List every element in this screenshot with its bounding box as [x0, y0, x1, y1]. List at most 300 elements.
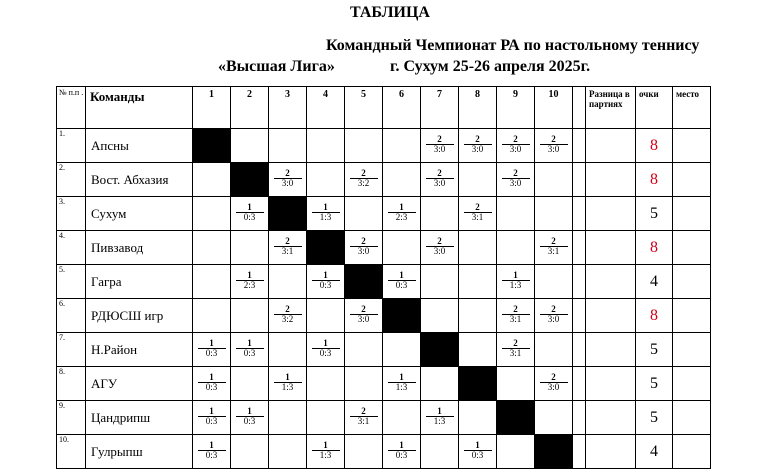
match-points: 1	[312, 339, 340, 349]
table-row	[57, 231, 711, 265]
match-points: 1	[426, 407, 454, 417]
place-and-date: г. Сухум 25-26 апреля 2025г.	[390, 58, 591, 75]
table-row	[57, 163, 711, 197]
match-points: 2	[540, 373, 568, 383]
match-points: 2	[502, 305, 530, 315]
header-number: № п.п .	[57, 87, 86, 129]
match-result	[502, 169, 530, 188]
match-result	[312, 441, 340, 460]
result-cell	[231, 231, 269, 265]
match-result	[236, 339, 264, 358]
result-cell	[307, 435, 345, 469]
result-cell	[269, 129, 307, 163]
match-points: 1	[198, 373, 226, 383]
match-points: 1	[388, 203, 416, 213]
result-cell	[459, 401, 497, 435]
place-cell	[673, 265, 711, 299]
result-cell	[421, 435, 459, 469]
match-result	[388, 203, 416, 222]
set-difference-cell	[586, 299, 636, 333]
result-cell	[383, 367, 421, 401]
team-name: Вост. Абхазия	[86, 163, 193, 197]
match-points: 1	[274, 373, 302, 383]
result-cell	[535, 401, 573, 435]
set-score: 0:3	[319, 347, 332, 358]
result-cell	[307, 265, 345, 299]
result-cell	[269, 231, 307, 265]
set-score: 1:3	[433, 415, 446, 426]
result-cell	[383, 231, 421, 265]
result-cell	[497, 231, 535, 265]
result-cell	[383, 435, 421, 469]
match-points: 2	[540, 135, 568, 145]
match-result	[388, 271, 416, 290]
result-cell	[193, 265, 231, 299]
row-number: 4.	[57, 231, 86, 265]
place-cell	[673, 231, 711, 265]
match-points: 2	[502, 339, 530, 349]
table-row	[57, 265, 711, 299]
row-number: 5.	[57, 265, 86, 299]
match-result	[312, 339, 340, 358]
points-cell: 8	[636, 129, 673, 163]
result-cell	[231, 401, 269, 435]
result-cell	[497, 299, 535, 333]
match-points: 1	[464, 441, 492, 451]
row-number: 9.	[57, 401, 86, 435]
match-result	[540, 135, 568, 154]
header-place: место	[673, 87, 711, 129]
result-cell	[307, 129, 345, 163]
match-points: 2	[426, 169, 454, 179]
match-points: 2	[350, 237, 378, 247]
result-cell	[459, 129, 497, 163]
result-cell	[193, 367, 231, 401]
result-cell	[421, 231, 459, 265]
match-result	[350, 407, 378, 426]
set-score: 1:3	[319, 449, 332, 460]
match-points: 2	[426, 237, 454, 247]
set-difference-cell	[586, 367, 636, 401]
result-cell	[193, 333, 231, 367]
result-cell	[497, 435, 535, 469]
match-result	[464, 441, 492, 460]
spacer-cell	[573, 265, 586, 299]
result-cell	[535, 299, 573, 333]
row-number: 2.	[57, 163, 86, 197]
set-score: 3:0	[547, 313, 560, 324]
match-result	[198, 441, 226, 460]
match-points: 1	[198, 339, 226, 349]
header-col-5: 5	[345, 87, 383, 129]
result-cell	[307, 401, 345, 435]
table-row	[57, 367, 711, 401]
match-points: 1	[388, 441, 416, 451]
match-points: 1	[388, 373, 416, 383]
row-number: 8.	[57, 367, 86, 401]
spacer-cell	[573, 401, 586, 435]
points-cell: 5	[636, 367, 673, 401]
match-points: 2	[350, 407, 378, 417]
header-row	[57, 87, 711, 129]
match-result	[350, 305, 378, 324]
result-cell	[269, 401, 307, 435]
result-cell	[421, 163, 459, 197]
result-cell	[421, 367, 459, 401]
match-points: 2	[540, 237, 568, 247]
result-cell	[231, 129, 269, 163]
header-col-6: 6	[383, 87, 421, 129]
set-score: 0:3	[243, 415, 256, 426]
result-cell	[421, 197, 459, 231]
result-cell	[383, 401, 421, 435]
match-result	[274, 169, 302, 188]
header-set-difference: Разница в партиях	[586, 87, 636, 129]
header-teams: Команды	[86, 87, 193, 129]
set-score: 3:0	[547, 143, 560, 154]
header-col-4: 4	[307, 87, 345, 129]
match-points: 1	[198, 407, 226, 417]
result-cell	[383, 197, 421, 231]
place-cell	[673, 197, 711, 231]
set-difference-cell	[586, 435, 636, 469]
diagonal-cell	[535, 435, 573, 469]
match-result	[350, 169, 378, 188]
result-cell	[421, 129, 459, 163]
match-result	[426, 135, 454, 154]
spacer-cell	[573, 435, 586, 469]
set-score: 3:0	[433, 177, 446, 188]
points-cell: 8	[636, 163, 673, 197]
match-result	[274, 237, 302, 256]
set-score: 0:3	[243, 211, 256, 222]
result-cell	[421, 265, 459, 299]
set-score: 2:3	[243, 279, 256, 290]
match-points: 2	[350, 169, 378, 179]
set-score: 3:1	[509, 347, 522, 358]
set-score: 0:3	[205, 449, 218, 460]
spacer-cell	[573, 163, 586, 197]
match-result	[426, 237, 454, 256]
row-number: 6.	[57, 299, 86, 333]
result-cell	[307, 367, 345, 401]
result-cell	[345, 333, 383, 367]
spacer-cell	[573, 231, 586, 265]
result-cell	[497, 197, 535, 231]
team-name: РДЮСШ игр	[86, 299, 193, 333]
set-score: 3:1	[357, 415, 370, 426]
match-points: 2	[274, 237, 302, 247]
match-points: 1	[312, 271, 340, 281]
match-result	[274, 305, 302, 324]
result-cell	[383, 163, 421, 197]
match-points: 2	[464, 203, 492, 213]
result-cell	[231, 435, 269, 469]
points-cell: 8	[636, 299, 673, 333]
result-cell	[269, 367, 307, 401]
result-cell	[459, 163, 497, 197]
result-cell	[345, 163, 383, 197]
match-result	[502, 135, 530, 154]
place-cell	[673, 333, 711, 367]
set-difference-cell	[586, 265, 636, 299]
match-result	[312, 203, 340, 222]
team-name: Н.Район	[86, 333, 193, 367]
set-score: 3:2	[281, 313, 294, 324]
document-title: ТАБЛИЦА	[350, 4, 430, 21]
result-cell	[459, 197, 497, 231]
result-cell	[459, 333, 497, 367]
match-result	[464, 203, 492, 222]
match-result	[388, 373, 416, 392]
diagonal-cell	[497, 401, 535, 435]
result-cell	[535, 367, 573, 401]
match-points: 1	[236, 271, 264, 281]
result-cell	[307, 299, 345, 333]
result-cell	[535, 265, 573, 299]
team-name: Сухум	[86, 197, 193, 231]
result-cell	[193, 197, 231, 231]
place-cell	[673, 401, 711, 435]
result-cell	[497, 333, 535, 367]
diagonal-cell	[193, 129, 231, 163]
match-result	[236, 407, 264, 426]
result-cell	[193, 231, 231, 265]
set-score: 3:0	[433, 245, 446, 256]
table-row	[57, 299, 711, 333]
points-cell: 4	[636, 265, 673, 299]
match-result	[198, 339, 226, 358]
match-points: 2	[274, 169, 302, 179]
match-points: 1	[236, 407, 264, 417]
diagonal-cell	[421, 333, 459, 367]
place-cell	[673, 299, 711, 333]
match-result	[502, 339, 530, 358]
spacer-cell	[573, 197, 586, 231]
result-cell	[345, 401, 383, 435]
result-cell	[269, 435, 307, 469]
set-difference-cell	[586, 129, 636, 163]
standings-table	[56, 86, 711, 469]
result-cell	[497, 265, 535, 299]
place-cell	[673, 367, 711, 401]
result-cell	[459, 265, 497, 299]
set-score: 0:3	[205, 415, 218, 426]
match-points: 2	[464, 135, 492, 145]
match-points: 1	[198, 441, 226, 451]
row-number: 7.	[57, 333, 86, 367]
match-result	[312, 271, 340, 290]
row-number: 1.	[57, 129, 86, 163]
set-score: 3:1	[509, 313, 522, 324]
result-cell	[345, 435, 383, 469]
result-cell	[383, 333, 421, 367]
result-cell	[231, 265, 269, 299]
table-row	[57, 333, 711, 367]
set-score: 3:0	[357, 245, 370, 256]
set-score: 3:2	[357, 177, 370, 188]
set-score: 0:3	[243, 347, 256, 358]
spacer-cell	[573, 129, 586, 163]
match-result	[274, 373, 302, 392]
result-cell	[421, 401, 459, 435]
set-difference-cell	[586, 163, 636, 197]
result-cell	[269, 333, 307, 367]
match-result	[502, 271, 530, 290]
team-name: Гулрыпш	[86, 435, 193, 469]
result-cell	[459, 231, 497, 265]
result-cell	[193, 299, 231, 333]
set-score: 3:0	[281, 177, 294, 188]
place-cell	[673, 163, 711, 197]
match-points: 2	[540, 305, 568, 315]
header-points: очки	[636, 87, 673, 129]
diagonal-cell	[269, 197, 307, 231]
result-cell	[535, 129, 573, 163]
result-cell	[345, 197, 383, 231]
match-result	[198, 373, 226, 392]
result-cell	[383, 129, 421, 163]
set-score: 0:3	[205, 381, 218, 392]
header-col-1: 1	[193, 87, 231, 129]
result-cell	[345, 129, 383, 163]
match-result	[540, 305, 568, 324]
result-cell	[231, 197, 269, 231]
set-score: 0:3	[319, 279, 332, 290]
row-number: 3.	[57, 197, 86, 231]
match-points: 1	[312, 203, 340, 213]
match-points: 2	[502, 169, 530, 179]
result-cell	[307, 333, 345, 367]
set-difference-cell	[586, 231, 636, 265]
result-cell	[535, 231, 573, 265]
match-points: 1	[236, 203, 264, 213]
set-score: 1:3	[509, 279, 522, 290]
match-points: 2	[274, 305, 302, 315]
header-col-3: 3	[269, 87, 307, 129]
match-points: 2	[502, 135, 530, 145]
set-score: 2:3	[395, 211, 408, 222]
spacer-cell	[573, 299, 586, 333]
result-cell	[307, 163, 345, 197]
set-score: 3:1	[281, 245, 294, 256]
diagonal-cell	[345, 265, 383, 299]
header-col-7: 7	[421, 87, 459, 129]
table-row	[57, 129, 711, 163]
set-score: 3:0	[547, 381, 560, 392]
header-col-2: 2	[231, 87, 269, 129]
place-cell	[673, 129, 711, 163]
set-score: 0:3	[471, 449, 484, 460]
team-name: Цандрипш	[86, 401, 193, 435]
result-cell	[383, 265, 421, 299]
set-difference-cell	[586, 401, 636, 435]
league-name: «Высшая Лига»	[218, 58, 335, 75]
team-name: Гагра	[86, 265, 193, 299]
result-cell	[193, 401, 231, 435]
match-result	[236, 271, 264, 290]
diagonal-cell	[231, 163, 269, 197]
result-cell	[421, 299, 459, 333]
match-result	[426, 407, 454, 426]
result-cell	[307, 197, 345, 231]
result-cell	[231, 299, 269, 333]
points-cell: 4	[636, 435, 673, 469]
match-result	[540, 373, 568, 392]
result-cell	[497, 367, 535, 401]
header-spacer	[573, 87, 586, 129]
set-score: 3:0	[509, 177, 522, 188]
set-score: 3:0	[433, 143, 446, 154]
points-cell: 5	[636, 401, 673, 435]
match-result	[350, 237, 378, 256]
set-score: 1:3	[395, 381, 408, 392]
set-score: 3:1	[547, 245, 560, 256]
team-name: Пивзавод	[86, 231, 193, 265]
result-cell	[459, 299, 497, 333]
diagonal-cell	[459, 367, 497, 401]
result-cell	[535, 197, 573, 231]
match-points: 1	[236, 339, 264, 349]
match-points: 2	[350, 305, 378, 315]
team-name: Апсны	[86, 129, 193, 163]
result-cell	[345, 231, 383, 265]
result-cell	[269, 299, 307, 333]
team-name: АГУ	[86, 367, 193, 401]
table-row	[57, 401, 711, 435]
match-result	[236, 203, 264, 222]
match-points: 1	[388, 271, 416, 281]
result-cell	[231, 333, 269, 367]
set-score: 3:0	[471, 143, 484, 154]
result-cell	[535, 163, 573, 197]
set-score: 1:3	[319, 211, 332, 222]
match-result	[540, 237, 568, 256]
points-cell: 5	[636, 333, 673, 367]
place-cell	[673, 435, 711, 469]
diagonal-cell	[307, 231, 345, 265]
set-score: 1:3	[281, 381, 294, 392]
match-points: 1	[502, 271, 530, 281]
spacer-cell	[573, 367, 586, 401]
result-cell	[269, 163, 307, 197]
match-result	[464, 135, 492, 154]
set-score: 3:1	[471, 211, 484, 222]
result-cell	[497, 163, 535, 197]
table-row	[57, 435, 711, 469]
result-cell	[231, 367, 269, 401]
row-number: 10.	[57, 435, 86, 469]
championship-title: Командный Чемпионат РА по настольному теннису	[326, 37, 700, 54]
result-cell	[193, 435, 231, 469]
header-col-9: 9	[497, 87, 535, 129]
match-result	[198, 407, 226, 426]
set-score: 0:3	[395, 279, 408, 290]
set-difference-cell	[586, 333, 636, 367]
match-points: 2	[426, 135, 454, 145]
diagonal-cell	[383, 299, 421, 333]
set-score: 0:3	[205, 347, 218, 358]
match-result	[426, 169, 454, 188]
result-cell	[269, 265, 307, 299]
result-cell	[345, 367, 383, 401]
result-cell	[193, 163, 231, 197]
table-row	[57, 197, 711, 231]
points-cell: 8	[636, 231, 673, 265]
set-score: 3:0	[357, 313, 370, 324]
match-result	[502, 305, 530, 324]
result-cell	[345, 299, 383, 333]
